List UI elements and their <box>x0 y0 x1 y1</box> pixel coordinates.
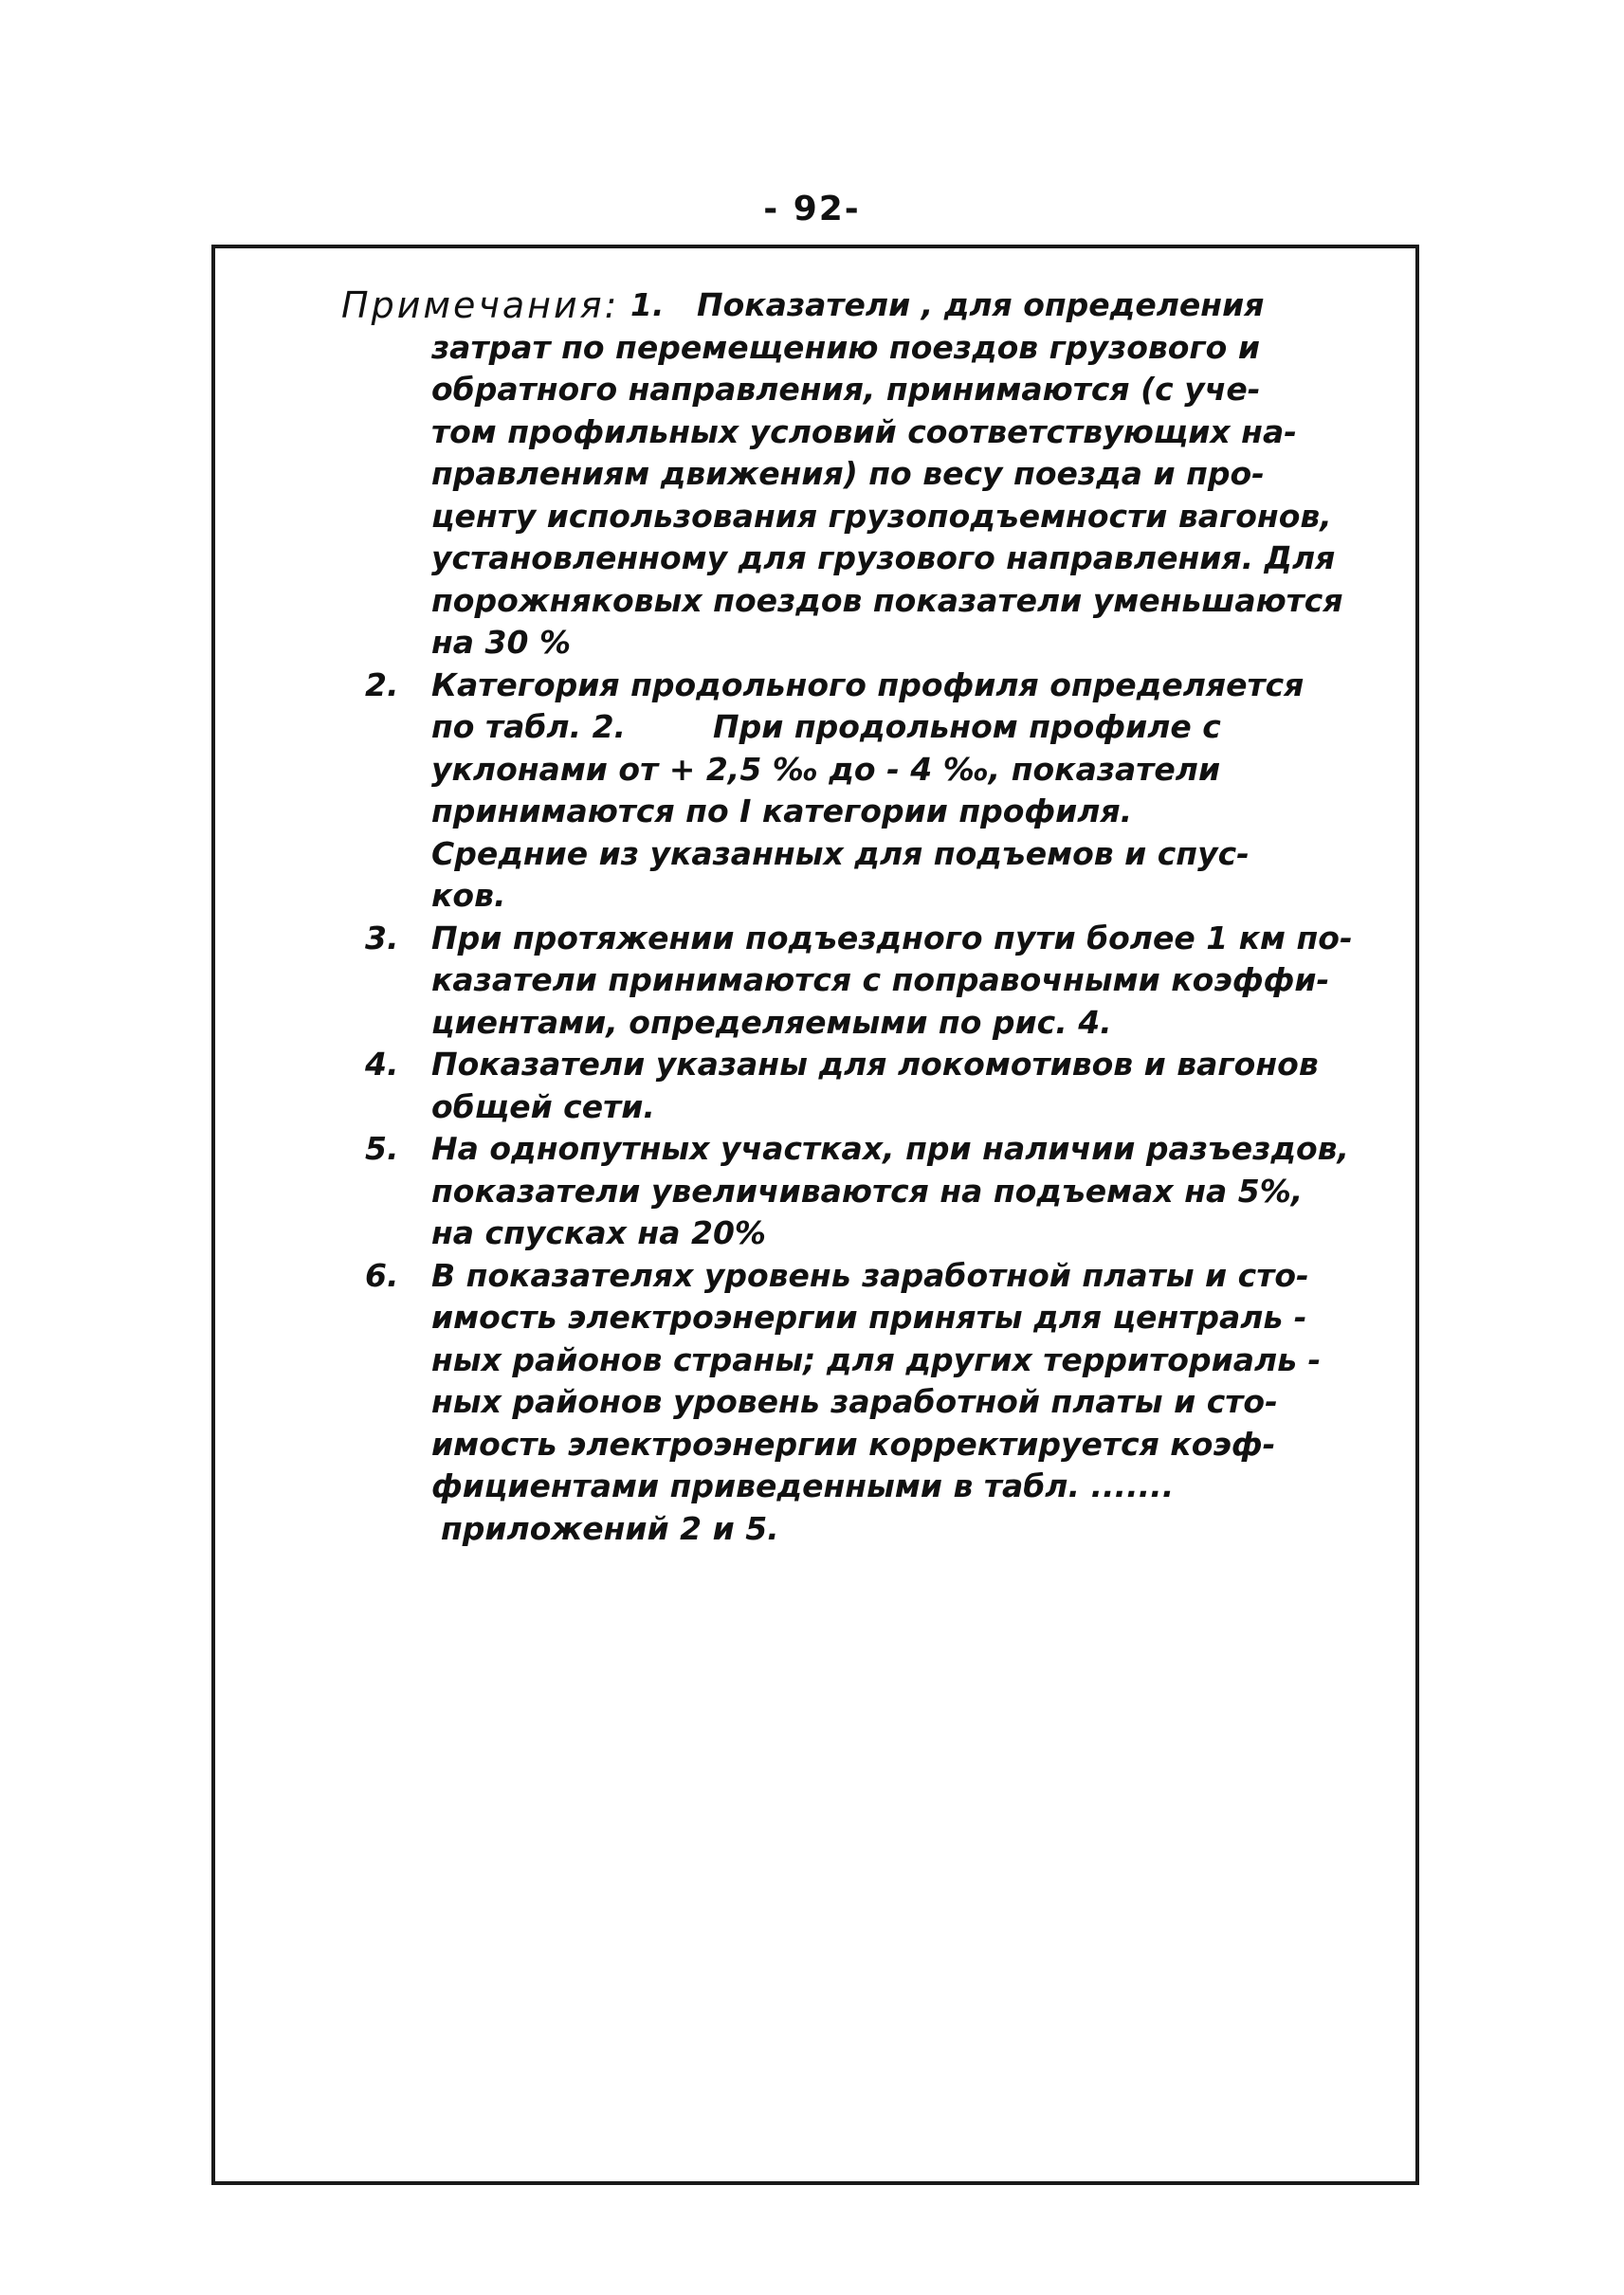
note-number: 3. <box>365 919 399 956</box>
note-line: Показатели , для определения <box>697 286 1265 323</box>
note-line: затрат по перемещению поездов грузового и <box>431 328 1260 366</box>
note-line: В показателях уровень заработной платы и сто- <box>431 1256 1309 1294</box>
notes-heading: Примечания: <box>341 284 620 326</box>
note-number: 4. <box>365 1046 399 1083</box>
note-line: фициентами приведенными в табл. ....... <box>431 1467 1175 1504</box>
note-line: На однопутных участках, при наличии разъездов, <box>431 1130 1350 1167</box>
note-line: Категория продольного профиля определяется <box>431 665 1305 703</box>
note-line: по табл. 2. При продольном профиле с <box>431 708 1221 745</box>
note-line: на спусках на 20% <box>431 1214 766 1251</box>
note-line: принимаются по I категории профиля. <box>431 792 1133 829</box>
note-item-4 <box>341 1044 1319 1128</box>
note-line: правлениям движения) по весу поезда и про- <box>431 455 1265 492</box>
note-item-5 <box>341 1128 1350 1255</box>
note-line: на 30 % <box>431 624 572 661</box>
note-line: установленному для грузового направления. Для <box>431 539 1336 576</box>
note-line: уклонами от + 2,5 ‰ до - 4 ‰, показатели <box>431 750 1221 788</box>
note-item-1 <box>341 284 1343 665</box>
note-line: Средние из указанных для подъемов и спус- <box>431 834 1250 872</box>
note-line: казатели принимаются с поправочными коэффи- <box>431 961 1330 998</box>
note-number: 6. <box>365 1256 399 1294</box>
note-item-3 <box>341 918 1353 1045</box>
note-line: общей сети. <box>431 1087 655 1125</box>
page-number: - 92- <box>763 190 861 228</box>
note-line: имость электроэнергии корректируется коэф- <box>431 1425 1276 1463</box>
note-number: 1. <box>630 286 665 323</box>
note-line: циентами, определяемыми по рис. 4. <box>431 1003 1112 1041</box>
note-line: центу использования грузоподъемности вагонов, <box>431 497 1332 535</box>
note-number: 2. <box>365 665 399 703</box>
note-line: ков. <box>431 877 506 914</box>
note-line: ных районов уровень заработной платы и сто- <box>431 1383 1278 1420</box>
note-line: приложений 2 и 5. <box>441 1509 779 1547</box>
note-line: Показатели указаны для локомотивов и вагонов <box>431 1046 1319 1083</box>
note-line: том профильных условий соответствующих на- <box>431 412 1297 450</box>
note-line: имость электроэнергии приняты для централь - <box>431 1299 1307 1336</box>
note-line: ных районов страны; для других территориаль - <box>431 1340 1322 1378</box>
notes-block <box>341 284 1353 1550</box>
note-line: показатели увеличиваются на подъемах на 5%, <box>431 1172 1304 1210</box>
note-line: обратного направления, принимаются (с уче- <box>431 371 1261 408</box>
note-line: При протяжении подъездного пути более 1 км по- <box>431 919 1353 956</box>
note-number: 5. <box>365 1130 399 1167</box>
note-line: порожняковых поездов показатели уменьшаются <box>431 581 1343 619</box>
note-item-2 <box>341 665 1305 918</box>
note-item-6 <box>341 1255 1322 1551</box>
